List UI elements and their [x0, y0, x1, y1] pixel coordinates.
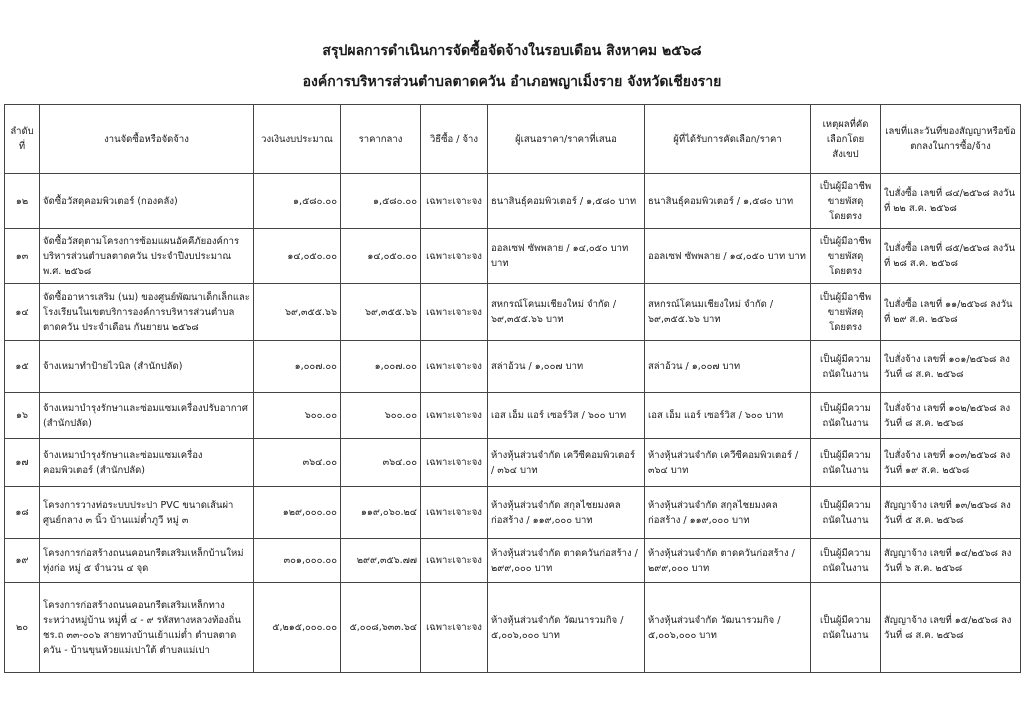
table-header-row [5, 105, 1021, 174]
cell-winner: ออลเซฟ ซัพพลาย / ๑๔,๐๕๐ บาท บาท [645, 229, 811, 284]
cell-number: ๑๕ [5, 341, 40, 393]
cell-budget: ๕,๒๑๕,๐๐๐.๐๐ [254, 583, 341, 673]
cell-reason: เป็นผู้มีอาชีพขายพัสดุโดยตรง [811, 174, 881, 229]
cell-item: จัดซื้อวัสดุตามโครงการซ้อมแผนอัคคีภัยองค์การบริหารส่วนตำบลตาดควัน ประจำปีงบประมาณ พ.ศ. ๒๕๖๘ [40, 229, 254, 284]
cell-median-price: ๑๔,๐๕๐.๐๐ [341, 229, 421, 284]
cell-budget: ๑๒๙,๐๐๐.๐๐ [254, 487, 341, 539]
column-header: วงเงินงบประมาณ [254, 105, 341, 174]
procurement-table [4, 104, 1021, 673]
cell-winner: ห้างหุ้นส่วนจำกัด สกุลไชยมงคลก่อสร้าง / ๑๑๙,๐๐๐ บาท [645, 487, 811, 539]
table-row [5, 393, 1021, 439]
cell-budget: ๓๖๔.๐๐ [254, 439, 341, 487]
table-row [5, 229, 1021, 284]
column-header: ผู้เสนอราคา/ราคาที่เสนอ [488, 105, 645, 174]
cell-reason: เป็นผู้มีความถนัดในงาน [811, 393, 881, 439]
cell-contract: สัญญาจ้าง เลขที่ ๑๔/๒๕๖๘ ลงวันที่ ๖ ส.ค. ๒๕๖๘ [881, 539, 1021, 583]
cell-median-price: ๓๖๔.๐๐ [341, 439, 421, 487]
cell-median-price: ๑๑๙,๐๖๐.๒๔ [341, 487, 421, 539]
cell-winner: สล่าอ้วน / ๑,๐๐๗ บาท [645, 341, 811, 393]
cell-reason: เป็นผู้มีความถนัดในงาน [811, 539, 881, 583]
column-header: ราคากลาง [341, 105, 421, 174]
cell-median-price: ๑,๐๐๗.๐๐ [341, 341, 421, 393]
table-row [5, 174, 1021, 229]
cell-median-price: ๒๙๙,๓๕๖.๗๗ [341, 539, 421, 583]
cell-contract: ใบสั่งจ้าง เลขที่ ๑๐๒/๒๕๖๘ ลงวันที่ ๘ ส.ค. ๒๕๖๘ [881, 393, 1021, 439]
cell-number: ๒๐ [5, 583, 40, 673]
cell-reason: เป็นผู้มีความถนัดในงาน [811, 583, 881, 673]
cell-item: โครงการก่อสร้างถนนคอนกรีตเสริมเหล็กบ้านใหม่ทุ่งก่อ หมู่ ๕ จำนวน ๔ จุด [40, 539, 254, 583]
column-header: ลำดับที่ [5, 105, 40, 174]
cell-item: จ้างเหมาทำป้ายไวนิล (สำนักปลัด) [40, 341, 254, 393]
cell-contract: ใบสั่งซื้อ เลขที่ ๘๕/๒๕๖๘ ลงวันที่ ๒๘ ส.ค. ๒๕๖๘ [881, 229, 1021, 284]
cell-item: โครงการก่อสร้างถนนคอนกรีตเสริมเหล็กทางระหว่างหมู่บ้าน หมู่ที่ ๔ - ๙ รหัสทางหลวงท้องถิ่น ชร.ถ ๓๓-๐๐๖ สายทางบ้านเย้าแม่ต๋ำ ตำบลตาดควัน - บ้านขุนห้วยแม่เปาใต้ ตำบลแม่เปา [40, 583, 254, 673]
cell-winner: เอส เอ็ม แอร์ เซอร์วิส / ๖๐๐ บาท [645, 393, 811, 439]
column-header: วิธีซื้อ / จ้าง [421, 105, 488, 174]
cell-bidder: สล่าอ้วน / ๑,๐๐๗ บาท [488, 341, 645, 393]
cell-method: เฉพาะเจาะจง [421, 439, 488, 487]
cell-budget: ๑๔,๐๕๐.๐๐ [254, 229, 341, 284]
column-header: เหตุผลที่คัดเลือกโดยสังเขป [811, 105, 881, 174]
cell-item: โครงการวางท่อระบบประปา PVC ขนาดเส้นผ่าศูนย์กลาง ๓ นิ้ว บ้านแม่ต๋ำภูวี หมู่ ๓ [40, 487, 254, 539]
cell-bidder: ออลเซฟ ซัพพลาย / ๑๔,๐๕๐ บาท บาท [488, 229, 645, 284]
cell-median-price: ๖๙,๓๕๕.๖๖ [341, 284, 421, 341]
cell-reason: เป็นผู้มีความถนัดในงาน [811, 439, 881, 487]
cell-reason: เป็นผู้มีอาชีพขายพัสดุโดยตรง [811, 229, 881, 284]
cell-budget: ๑,๕๘๐.๐๐ [254, 174, 341, 229]
cell-bidder: ห้างหุ้นส่วนจำกัด ตาดควันก่อสร้าง / ๒๙๙,๐๐๐ บาท [488, 539, 645, 583]
cell-winner: ธนาสินธุ์คอมพิวเตอร์ / ๑,๕๘๐ บาท [645, 174, 811, 229]
column-header: ผู้ที่ได้รับการคัดเลือก/ราคา [645, 105, 811, 174]
cell-method: เฉพาะเจาะจง [421, 539, 488, 583]
cell-median-price: ๖๐๐.๐๐ [341, 393, 421, 439]
cell-bidder: เอส เอ็ม แอร์ เซอร์วิส / ๖๐๐ บาท [488, 393, 645, 439]
cell-number: ๑๖ [5, 393, 40, 439]
cell-item: จ้างเหมาบำรุงรักษาและซ่อมแซมเครื่องปรับอากาศ (สำนักปลัด) [40, 393, 254, 439]
cell-contract: สัญญาจ้าง เลขที่ ๑๓/๒๕๖๘ ลงวันที่ ๕ ส.ค. ๒๕๖๘ [881, 487, 1021, 539]
cell-bidder: ห้างหุ้นส่วนจำกัด วัฒนารวมกิจ / ๕,๐๐๖,๐๐๐ บาท [488, 583, 645, 673]
table-row [5, 284, 1021, 341]
cell-median-price: ๑,๕๘๐.๐๐ [341, 174, 421, 229]
cell-method: เฉพาะเจาะจง [421, 487, 488, 539]
cell-bidder: ธนาสินธุ์คอมพิวเตอร์ / ๑,๕๘๐ บาท [488, 174, 645, 229]
cell-item: จัดซื้ออาหารเสริม (นม) ของศูนย์พัฒนาเด็กเล็กและโรงเรียนในเขตบริการองค์การบริหารส่วนตำบลตาดควัน ประจำเดือน กันยายน ๒๕๖๘ [40, 284, 254, 341]
cell-number: ๑๗ [5, 439, 40, 487]
cell-budget: ๖๙,๓๕๕.๖๖ [254, 284, 341, 341]
table-row [5, 439, 1021, 487]
cell-bidder: สหกรณ์โคนมเชียงใหม่ จำกัด / ๖๙,๓๕๕.๖๖ บาท [488, 284, 645, 341]
cell-contract: ใบสั่งจ้าง เลขที่ ๑๐๑/๒๕๖๘ ลงวันที่ ๘ ส.ค. ๒๕๖๘ [881, 341, 1021, 393]
column-header: เลขที่และวันที่ของสัญญาหรือข้อตกลงในการซื้อ/จ้าง [881, 105, 1021, 174]
page-title: สรุปผลการดำเนินการจัดซื้อจัดจ้างในรอบเดือน สิงหาคม ๒๕๖๘ [322, 43, 702, 59]
cell-budget: ๑,๐๐๗.๐๐ [254, 341, 341, 393]
cell-contract: ใบสั่งจ้าง เลขที่ ๑๐๓/๒๕๖๘ ลงวันที่ ๑๙ ส.ค. ๒๕๖๘ [881, 439, 1021, 487]
cell-winner: ห้างหุ้นส่วนจำกัด เควีซีคอมพิวเตอร์ / ๓๖๔ บาท [645, 439, 811, 487]
cell-reason: เป็นผู้มีอาชีพขายพัสดุโดยตรง [811, 284, 881, 341]
cell-contract: สัญญาจ้าง เลขที่ ๑๕/๒๕๖๘ ลงวันที่ ๘ ส.ค. ๒๕๖๘ [881, 583, 1021, 673]
table-row [5, 539, 1021, 583]
cell-bidder: ห้างหุ้นส่วนจำกัด สกุลไชยมงคลก่อสร้าง / ๑๑๙,๐๐๐ บาท [488, 487, 645, 539]
cell-method: เฉพาะเจาะจง [421, 174, 488, 229]
cell-winner: ห้างหุ้นส่วนจำกัด ตาดควันก่อสร้าง / ๒๙๙,๐๐๐ บาท [645, 539, 811, 583]
cell-bidder: ห้างหุ้นส่วนจำกัด เควีซีคอมพิวเตอร์ / ๓๖๔ บาท [488, 439, 645, 487]
cell-budget: ๓๐๑,๐๐๐.๐๐ [254, 539, 341, 583]
cell-number: ๑๘ [5, 487, 40, 539]
cell-reason: เป็นผู้มีความถนัดในงาน [811, 341, 881, 393]
cell-item: จัดซื้อวัสดุคอมพิวเตอร์ (กองคลัง) [40, 174, 254, 229]
cell-contract: ใบสั่งซื้อ เลขที่ ๑๑/๒๕๖๘ ลงวันที่ ๒๙ ส.ค. ๒๕๖๘ [881, 284, 1021, 341]
table-row [5, 583, 1021, 673]
table-row [5, 341, 1021, 393]
column-header: งานจัดซื้อหรือจัดจ้าง [40, 105, 254, 174]
cell-method: เฉพาะเจาะจง [421, 229, 488, 284]
cell-number: ๑๙ [5, 539, 40, 583]
cell-method: เฉพาะเจาะจง [421, 393, 488, 439]
page-subtitle: องค์การบริหารส่วนตำบลตาดควัน อำเภอพญาเม็งราย จังหวัดเชียงราย [302, 74, 722, 90]
cell-reason: เป็นผู้มีความถนัดในงาน [811, 487, 881, 539]
cell-method: เฉพาะเจาะจง [421, 341, 488, 393]
cell-budget: ๖๐๐.๐๐ [254, 393, 341, 439]
cell-number: ๑๒ [5, 174, 40, 229]
cell-method: เฉพาะเจาะจง [421, 284, 488, 341]
cell-winner: ห้างหุ้นส่วนจำกัด วัฒนารวมกิจ / ๕,๐๐๖,๐๐๐ บาท [645, 583, 811, 673]
cell-winner: สหกรณ์โคนมเชียงใหม่ จำกัด / ๖๙,๓๕๕.๖๖ บาท [645, 284, 811, 341]
cell-item: จ้างเหมาบำรุงรักษาและซ่อมแซมเครื่องคอมพิวเตอร์ (สำนักปลัด) [40, 439, 254, 487]
cell-number: ๑๓ [5, 229, 40, 284]
cell-method: เฉพาะเจาะจง [421, 583, 488, 673]
cell-median-price: ๕,๐๐๘,๖๓๓.๖๔ [341, 583, 421, 673]
cell-number: ๑๔ [5, 284, 40, 341]
cell-contract: ใบสั่งซื้อ เลขที่ ๘๔/๒๕๖๘ ลงวันที่ ๒๒ ส.ค. ๒๕๖๘ [881, 174, 1021, 229]
table-row [5, 487, 1021, 539]
